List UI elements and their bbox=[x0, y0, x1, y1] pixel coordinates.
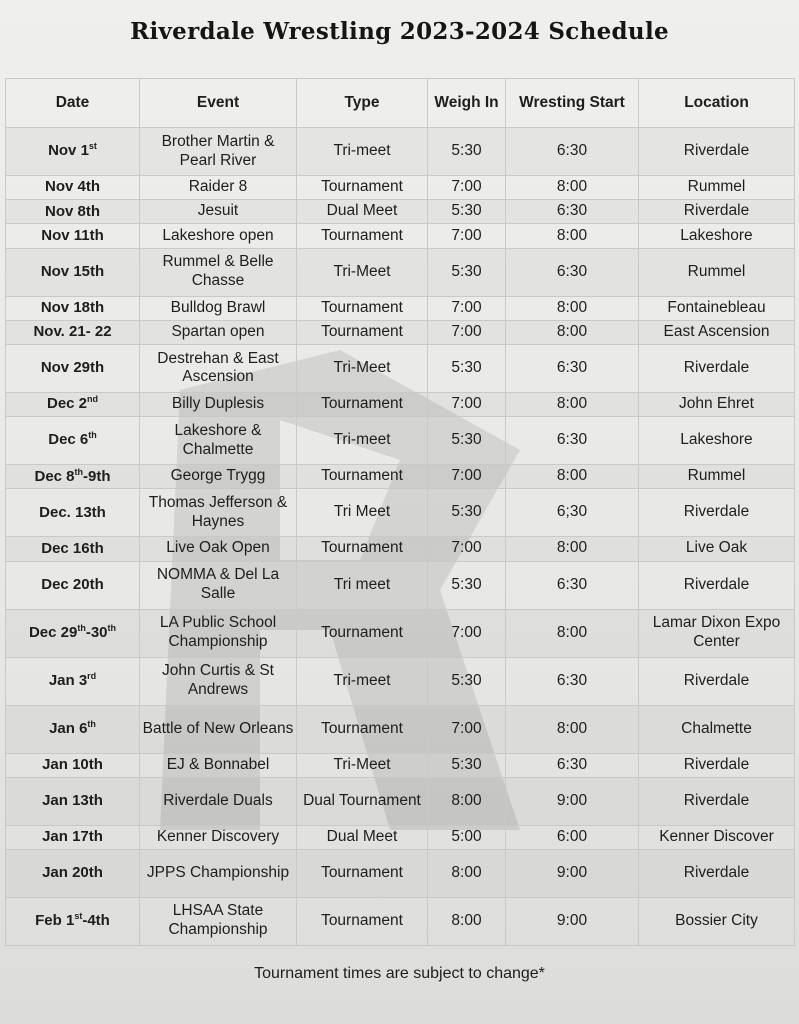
location-cell: Kenner Discover bbox=[639, 825, 795, 849]
start-cell: 8:00 bbox=[506, 176, 639, 200]
type-cell: Dual Tournament bbox=[297, 777, 428, 825]
location-cell: Chalmette bbox=[639, 705, 795, 753]
location-cell: Riverdale bbox=[639, 200, 795, 224]
type-cell: Tournament bbox=[297, 537, 428, 561]
weigh-in-cell: 5:30 bbox=[428, 344, 506, 392]
date-text: Jan 20th bbox=[42, 864, 103, 882]
date-ordinal: th bbox=[74, 466, 84, 477]
date-text: Jan 13th bbox=[42, 792, 103, 810]
weigh-in-cell: 7:00 bbox=[428, 224, 506, 248]
date-ordinal: th bbox=[87, 718, 96, 729]
type-cell: Tournament bbox=[297, 849, 428, 897]
type-cell: Tournament bbox=[297, 176, 428, 200]
date-cell bbox=[6, 320, 140, 344]
type-cell: Tri-meet bbox=[297, 417, 428, 465]
event-cell: Riverdale Duals bbox=[140, 777, 297, 825]
date-cell bbox=[6, 537, 140, 561]
start-cell: 6;30 bbox=[506, 489, 639, 537]
schedule-table bbox=[5, 78, 795, 946]
start-cell: 8:00 bbox=[506, 320, 639, 344]
weigh-in-cell: 5:30 bbox=[428, 248, 506, 296]
header-date: Date bbox=[6, 79, 140, 128]
type-cell: Tournament bbox=[297, 897, 428, 945]
type-cell: Tournament bbox=[297, 224, 428, 248]
date-ordinal: st bbox=[88, 141, 97, 152]
header-type: Type bbox=[297, 79, 428, 128]
location-cell: Riverdale bbox=[639, 561, 795, 609]
type-cell: Tri-meet bbox=[297, 657, 428, 705]
date-text: Jan 17th bbox=[42, 828, 103, 846]
date-cell bbox=[6, 825, 140, 849]
type-cell: Tournament bbox=[297, 320, 428, 344]
event-cell: EJ & Bonnabel bbox=[140, 753, 297, 777]
location-cell: John Ehret bbox=[639, 392, 795, 416]
date-text: Dec 6 bbox=[48, 431, 89, 449]
event-cell: Battle of New Orleans bbox=[140, 705, 297, 753]
date-cell bbox=[6, 849, 140, 897]
weigh-in-cell: 5:30 bbox=[428, 753, 506, 777]
weigh-in-cell: 8:00 bbox=[428, 849, 506, 897]
location-cell: Lamar Dixon Expo Center bbox=[639, 609, 795, 657]
event-cell: Lakeshore & Chalmette bbox=[140, 417, 297, 465]
table-row bbox=[6, 849, 795, 897]
type-cell: Tournament bbox=[297, 705, 428, 753]
header-location: Location bbox=[639, 79, 795, 128]
start-cell: 6:30 bbox=[506, 753, 639, 777]
date-text: Nov 8th bbox=[44, 202, 100, 220]
date-ordinal: th bbox=[77, 622, 86, 633]
date-text: Dec 20th bbox=[41, 575, 104, 593]
date-cell bbox=[6, 224, 140, 248]
table-row bbox=[6, 200, 795, 224]
type-cell: Tournament bbox=[297, 609, 428, 657]
date-range-end: -30 bbox=[85, 623, 108, 641]
event-cell: LHSAA State Championship bbox=[140, 897, 297, 945]
date-cell bbox=[6, 344, 140, 392]
weigh-in-cell: 8:00 bbox=[428, 897, 506, 945]
type-cell: Dual Meet bbox=[297, 200, 428, 224]
date-cell bbox=[6, 392, 140, 416]
table-row bbox=[6, 537, 795, 561]
start-cell: 6:30 bbox=[506, 128, 639, 176]
table-row bbox=[6, 344, 795, 392]
weigh-in-cell: 5:00 bbox=[428, 825, 506, 849]
location-cell: East Ascension bbox=[639, 320, 795, 344]
type-cell: Tri-Meet bbox=[297, 753, 428, 777]
date-cell bbox=[6, 753, 140, 777]
table-row bbox=[6, 417, 795, 465]
event-cell: Brother Martin & Pearl River bbox=[140, 128, 297, 176]
start-cell: 8:00 bbox=[506, 465, 639, 489]
table-row bbox=[6, 320, 795, 344]
start-cell: 6:30 bbox=[506, 344, 639, 392]
location-cell: Riverdale bbox=[639, 849, 795, 897]
table-row bbox=[6, 657, 795, 705]
start-cell: 9:00 bbox=[506, 849, 639, 897]
start-cell: 6:30 bbox=[506, 248, 639, 296]
location-cell: Riverdale bbox=[639, 128, 795, 176]
type-cell: Dual Meet bbox=[297, 825, 428, 849]
table-row bbox=[6, 176, 795, 200]
table-row bbox=[6, 897, 795, 945]
start-cell: 8:00 bbox=[506, 392, 639, 416]
start-cell: 8:00 bbox=[506, 537, 639, 561]
weigh-in-cell: 5:30 bbox=[428, 200, 506, 224]
date-cell bbox=[6, 248, 140, 296]
location-cell: Rummel bbox=[639, 465, 795, 489]
date-text: Nov 18th bbox=[40, 299, 105, 316]
date-cell bbox=[6, 417, 140, 465]
type-cell: Tournament bbox=[297, 392, 428, 416]
date-text: Jan 10th bbox=[42, 755, 103, 773]
location-cell: Lakeshore bbox=[639, 224, 795, 248]
event-cell: NOMMA & Del La Salle bbox=[140, 561, 297, 609]
weigh-in-cell: 7:00 bbox=[428, 176, 506, 200]
start-cell: 9:00 bbox=[506, 897, 639, 945]
table-row bbox=[6, 561, 795, 609]
date-text: Dec 8 bbox=[34, 467, 75, 485]
weigh-in-cell: 7:00 bbox=[428, 465, 506, 489]
location-cell: Bossier City bbox=[639, 897, 795, 945]
date-cell bbox=[6, 897, 140, 945]
type-cell: Tri Meet bbox=[297, 489, 428, 537]
date-text: Dec 2 bbox=[46, 395, 88, 413]
start-cell: 6:30 bbox=[506, 561, 639, 609]
event-cell: Live Oak Open bbox=[140, 537, 297, 561]
location-cell: Rummel bbox=[639, 176, 795, 200]
table-row bbox=[6, 609, 795, 657]
type-cell: Tri-meet bbox=[297, 128, 428, 176]
table-row bbox=[6, 296, 795, 320]
event-cell: Raider 8 bbox=[140, 176, 297, 200]
date-cell bbox=[6, 609, 140, 657]
weigh-in-cell: 7:00 bbox=[428, 296, 506, 320]
start-cell: 8:00 bbox=[506, 296, 639, 320]
date-text: Dec 29 bbox=[28, 623, 78, 641]
location-cell: Fontainebleau bbox=[639, 296, 795, 320]
start-cell: 8:00 bbox=[506, 705, 639, 753]
date-cell bbox=[6, 705, 140, 753]
weigh-in-cell: 5:30 bbox=[428, 657, 506, 705]
weigh-in-cell: 7:00 bbox=[428, 392, 506, 416]
table-row bbox=[6, 465, 795, 489]
event-cell: Rummel & Belle Chasse bbox=[140, 248, 297, 296]
date-ordinal: th bbox=[107, 622, 117, 633]
table-header-row bbox=[6, 79, 795, 128]
location-cell: Riverdale bbox=[639, 344, 795, 392]
date-cell bbox=[6, 200, 140, 224]
event-cell: Thomas Jefferson & Haynes bbox=[140, 489, 297, 537]
date-text: Nov 11th bbox=[41, 226, 104, 244]
date-text: Nov 29th bbox=[40, 359, 105, 377]
date-text: Dec 16th bbox=[41, 539, 104, 557]
date-text: Dec. 13th bbox=[39, 503, 106, 521]
type-cell: Tournament bbox=[297, 465, 428, 489]
type-cell: Tri-Meet bbox=[297, 248, 428, 296]
location-cell: Live Oak bbox=[639, 537, 795, 561]
event-cell: Kenner Discovery bbox=[140, 825, 297, 849]
date-cell bbox=[6, 176, 140, 200]
table-row bbox=[6, 224, 795, 248]
location-cell: Rummel bbox=[639, 248, 795, 296]
date-cell bbox=[6, 465, 140, 489]
event-cell: JPPS Championship bbox=[140, 849, 297, 897]
type-cell: Tournament bbox=[297, 296, 428, 320]
table-row bbox=[6, 753, 795, 777]
event-cell: John Curtis & St Andrews bbox=[140, 657, 297, 705]
date-ordinal: th bbox=[88, 430, 97, 441]
location-cell: Lakeshore bbox=[639, 417, 795, 465]
start-cell: 6:30 bbox=[506, 417, 639, 465]
event-cell: George Trygg bbox=[140, 465, 297, 489]
event-cell: Spartan open bbox=[140, 320, 297, 344]
header-wrestling-start: Wresting Start bbox=[506, 79, 639, 128]
weigh-in-cell: 7:00 bbox=[428, 537, 506, 561]
header-weigh-in: Weigh In bbox=[428, 79, 506, 128]
start-cell: 8:00 bbox=[506, 609, 639, 657]
table-row bbox=[6, 489, 795, 537]
date-cell bbox=[6, 489, 140, 537]
table-row bbox=[6, 705, 795, 753]
table-row bbox=[6, 392, 795, 416]
weigh-in-cell: 5:30 bbox=[428, 128, 506, 176]
start-cell: 8:00 bbox=[506, 224, 639, 248]
footnote: Tournament times are subject to change* bbox=[254, 965, 545, 982]
date-cell bbox=[6, 561, 140, 609]
start-cell: 6:30 bbox=[506, 657, 639, 705]
event-cell: Billy Duplesis bbox=[140, 392, 297, 416]
table-row bbox=[6, 248, 795, 296]
event-cell: Jesuit bbox=[140, 200, 297, 224]
date-range-end: -4th bbox=[82, 912, 110, 930]
weigh-in-cell: 7:00 bbox=[428, 320, 506, 344]
type-cell: Tri meet bbox=[297, 561, 428, 609]
event-cell: Lakeshore open bbox=[140, 224, 297, 248]
weigh-in-cell: 8:00 bbox=[428, 777, 506, 825]
type-cell: Tri-Meet bbox=[297, 344, 428, 392]
start-cell: 6:30 bbox=[506, 200, 639, 224]
weigh-in-cell: 5:30 bbox=[428, 417, 506, 465]
date-ordinal: rd bbox=[87, 670, 97, 681]
header-event: Event bbox=[140, 79, 297, 128]
date-text: Jan 3 bbox=[48, 671, 88, 689]
weigh-in-cell: 5:30 bbox=[428, 561, 506, 609]
location-cell: Riverdale bbox=[639, 777, 795, 825]
start-cell: 6:00 bbox=[506, 825, 639, 849]
event-cell: Destrehan & East Ascension bbox=[140, 344, 297, 392]
location-cell: Riverdale bbox=[639, 489, 795, 537]
table-row bbox=[6, 777, 795, 825]
date-text: Feb 1 bbox=[35, 912, 75, 930]
table-row bbox=[6, 128, 795, 176]
weigh-in-cell: 7:00 bbox=[428, 705, 506, 753]
location-cell: Riverdale bbox=[639, 657, 795, 705]
date-cell bbox=[6, 657, 140, 705]
date-text: Nov 1 bbox=[48, 142, 89, 160]
date-text: Nov 15th bbox=[40, 262, 105, 280]
date-text: Nov. 21- 22 bbox=[33, 323, 112, 341]
date-cell bbox=[6, 296, 140, 320]
date-text: Nov 4th bbox=[44, 178, 100, 196]
event-cell: LA Public School Championship bbox=[140, 609, 297, 657]
page-title: Riverdale Wrestling 2023-2024 Schedule bbox=[130, 18, 669, 45]
date-cell bbox=[6, 128, 140, 176]
event-cell: Bulldog Brawl bbox=[140, 296, 297, 320]
location-cell: Riverdale bbox=[639, 753, 795, 777]
start-cell: 9:00 bbox=[506, 777, 639, 825]
date-range-end: -9th bbox=[83, 467, 111, 485]
date-text: Jan 6 bbox=[49, 719, 88, 737]
weigh-in-cell: 5:30 bbox=[428, 489, 506, 537]
date-ordinal: nd bbox=[87, 394, 99, 405]
weigh-in-cell: 7:00 bbox=[428, 609, 506, 657]
date-cell bbox=[6, 777, 140, 825]
table-row bbox=[6, 825, 795, 849]
date-ordinal: st bbox=[74, 911, 83, 922]
